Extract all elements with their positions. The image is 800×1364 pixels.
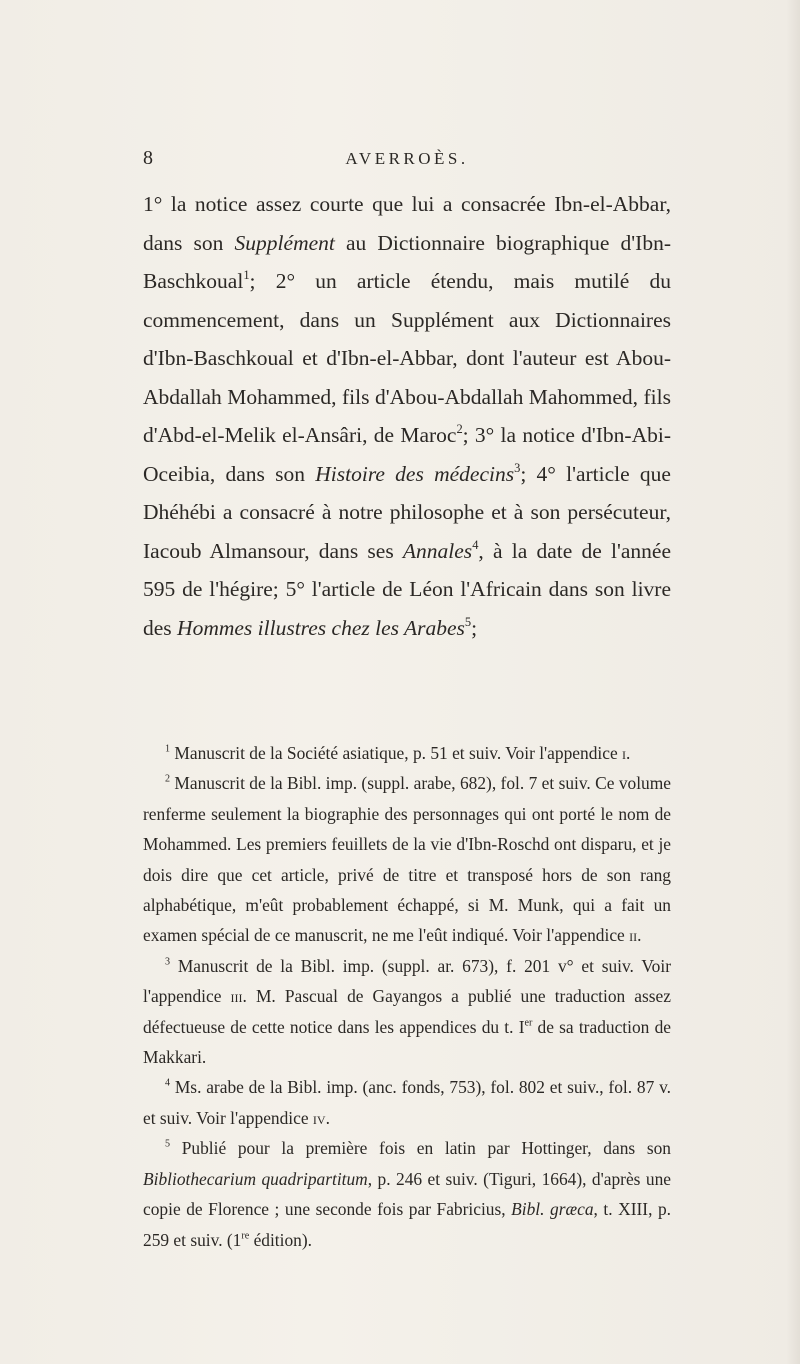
footnote-ref: 2 (456, 422, 463, 437)
main-text (143, 185, 671, 647)
footnote-2: $^2$ Manuscrit de la Bibl. imp. (suppl. arabe, 682), fol. 7 et suiv. Ce volume renferme seulement la biographie des personnages qui ont porté le nom de Mohammed. Les premiers feuillets de la vie d'Ibn-Roschd ont disparu, et je dois dire que cet article, privé de titre et transposé hors de son rang alphabétique, m'eût probablement échappé, si M. Munk, qui a fait un examen spécial de ce manuscrit, ne me l'eût indiqué. Voir l'appendice ii. (143, 773, 671, 946)
italic-title: Hommes illustres chez les Arabes (177, 615, 465, 640)
footnote-mark: 2 (165, 774, 171, 786)
paragraph: 1° la notice assez courte que lui a consacrée Ibn-el-Abbar, dans son Supplément au Dictionnaire biographique d'Ibn-Baschkoual$^1$; 2° un article étendu, mais mutilé du commencement, dans un Supplément aux Dictionnaires d'Ibn-Baschkoual et d'Ibn-el-Abbar, dont l'auteur est Abou-Abdallah Mohammed, fils d'Abou-Abdallah Mahommed, fils d'Abd-el-Melik el-Ansâri, de Maroc$^2$; 3° la notice d'Ibn-Abi-Oceibia, dans son Histoire des médecins$^3$; 4° l'article que Dhéhébi a consacré à notre philosophe et à son persécuteur, Iacoub Almansour, dans ses Annales$^4$, à la date de l'année 595 de l'hégire; 5° l'article de Léon l'Africain dans son livre des Hommes illustres chez les Arabes$^5$; (143, 192, 672, 640)
page-number: 8 (143, 147, 153, 169)
footnote-ref: 1 (243, 268, 250, 283)
italic-title: Annales (402, 538, 473, 563)
page-header (143, 146, 671, 176)
footnote-mark: 1 (165, 743, 171, 755)
footnote-ref: 3 (514, 460, 521, 475)
footnote-ref: 4 (472, 537, 479, 552)
italic-title: Histoire des médecins (315, 461, 515, 486)
running-head: AVERROÈS. (345, 149, 469, 168)
footnote-4: $^4$ Ms. arabe de la Bibl. imp. (anc. fonds, 753), fol. 802 et suiv., fol. 87 v. et suiv. Voir l'appendice iv. (143, 1077, 671, 1128)
footnotes (143, 738, 671, 1255)
footnote-3: $^3$ Manuscrit de la Bibl. imp. (suppl. ar. 673), f. 201 v° et suiv. Voir l'appendice iii. M. Pascual de Gayangos a publié une traduction assez défectueuse de cette notice dans les appendices du t. Ier de sa traduction de Makkari. (143, 955, 671, 1068)
page-edge-shadow (786, 0, 800, 1364)
footnote-mark: 5 (165, 1139, 171, 1151)
italic-title: Supplément (234, 230, 335, 255)
footnote-5: $^5$ Publié pour la première fois en latin par Hottinger, dans son Bibliothecarium quadripartitum, p. 246 et suiv. (Tiguri, 1664), d'après une copie de Florence ; une seconde fois par Fabricius, Bibl. græca, t. XIII, p. 259 et suiv. (1re édition). (143, 1138, 672, 1250)
footnote-mark: 4 (165, 1078, 171, 1090)
footnote-ref: 5 (464, 614, 472, 629)
footnote-mark: 3 (165, 956, 171, 968)
footnote-1: $^1$ Manuscrit de la Société asiatique, p. 51 et suiv. Voir l'appendice i. (165, 743, 631, 763)
